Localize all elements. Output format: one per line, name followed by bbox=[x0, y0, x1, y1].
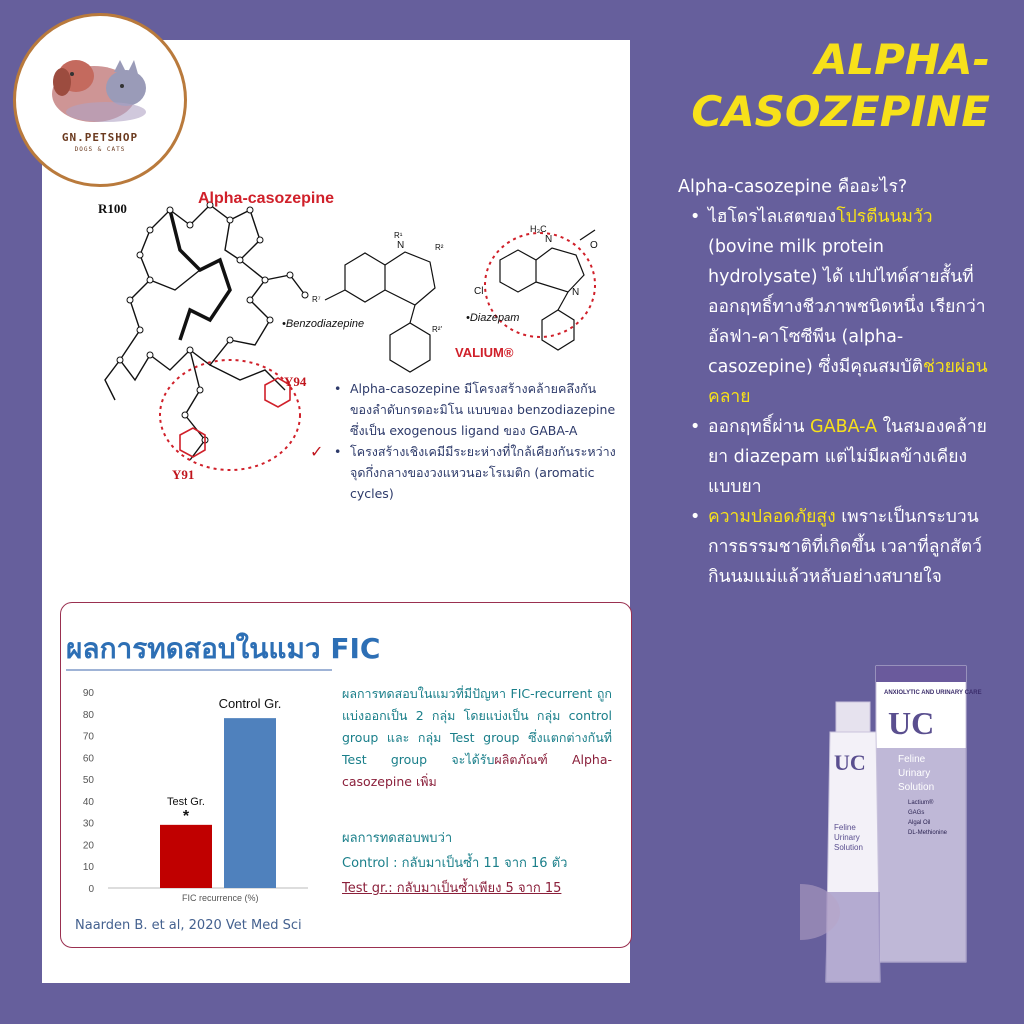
label-r100: R100 bbox=[98, 201, 127, 216]
bar bbox=[160, 825, 212, 888]
svg-text:R²': R²' bbox=[432, 325, 442, 334]
note-item: • โครงสร้างเชิงเคมีมีระยะห่างที่ใกล้เคียงกันระหว่างจุดกึ่งกลางของวงแหวนอะโรเมติก (aromatic cycles) bbox=[328, 441, 618, 504]
fic-desc-a: ผลการทดสอบในแมวที่มีปัญหา FIC-recurrent ถูกแบ่งออกเป็น 2 กลุ่ม โดยแบ่งเป็น กลุ่ม control group และ กลุ่ม Test group ซึ่งแตกต่างกันที่ Test group จะได้รับ bbox=[342, 686, 612, 767]
product-ingredient: Algal Oil bbox=[908, 820, 931, 826]
result-control: Control : กลับมาเป็นซ้ำ 11 จาก 16 ตัว bbox=[342, 856, 568, 871]
svg-text:R¹: R¹ bbox=[394, 231, 403, 240]
svg-text:R²: R² bbox=[435, 243, 444, 252]
svg-text:UC: UC bbox=[834, 750, 866, 775]
product-image bbox=[800, 662, 1000, 992]
product-box-brand: UC bbox=[888, 705, 935, 741]
y-tick-label: 90 bbox=[82, 688, 94, 699]
label-benzodiazepine: •Benzodiazepine bbox=[282, 318, 365, 330]
bullet-item: • ออกฤทธิ์ผ่าน GABA-A ในสมองคล้ายยา diazepam แต่ไม่มีผลข้างเคียงแบบยา bbox=[688, 412, 998, 502]
bar bbox=[224, 718, 276, 888]
molecule-title: Alpha-casozepine bbox=[198, 190, 335, 207]
significance-annotation: * bbox=[182, 807, 190, 825]
product-ingredient: Lactium® bbox=[908, 800, 934, 806]
fic-description bbox=[342, 683, 612, 793]
label-diazepam: •Diazepam bbox=[466, 312, 520, 324]
bar-label: Test Gr. bbox=[167, 795, 205, 808]
question-heading: Alpha-casozepine คืออะไร? bbox=[678, 177, 908, 197]
y-tick-label: 70 bbox=[82, 731, 94, 743]
logo-subtitle: DOGS & CATS bbox=[74, 146, 126, 153]
product-ingredient: DL-Methionine bbox=[908, 830, 948, 836]
svg-text:Urinary: Urinary bbox=[834, 833, 860, 842]
molecule-notes bbox=[328, 378, 618, 504]
svg-text:N: N bbox=[397, 240, 405, 251]
svg-text:N: N bbox=[545, 234, 553, 245]
label-y94: Y94 bbox=[284, 374, 307, 389]
y-tick-label: 50 bbox=[82, 775, 94, 787]
title-underline bbox=[66, 669, 332, 671]
pets-illustration-icon bbox=[16, 16, 187, 187]
svg-text:Feline: Feline bbox=[834, 823, 856, 832]
y-tick-label: 30 bbox=[82, 818, 94, 830]
fic-results bbox=[342, 826, 632, 901]
svg-text:H₃C: H₃C bbox=[530, 224, 547, 234]
note-item: • Alpha-casozepine มีโครงสร้างคล้ายคลึงกันของลำดับกรดอะมิโน แบบของ benzodiazepine ซึ่งเป็น exogenous ligand ของ GABA-A bbox=[328, 378, 618, 441]
fic-title: ผลการทดสอบในแมว FIC bbox=[66, 632, 381, 665]
bar-label: Control Gr. bbox=[218, 696, 282, 712]
y-tick-label: 0 bbox=[88, 884, 94, 895]
svg-text:N: N bbox=[572, 287, 580, 298]
shop-logo bbox=[13, 13, 187, 187]
description-block bbox=[678, 172, 998, 592]
y-tick-label: 20 bbox=[82, 840, 94, 852]
product-box-title: ANXIOLYTIC AND URINARY CARE bbox=[884, 690, 982, 696]
y-tick-label: 80 bbox=[82, 709, 94, 721]
svg-text:R⁷: R⁷ bbox=[312, 295, 321, 304]
y-tick-label: 60 bbox=[82, 753, 94, 765]
logo-name: GN.PETSHOP bbox=[61, 131, 139, 144]
page-title bbox=[690, 34, 990, 138]
result-test: Test gr.: กลับมาเป็นซ้ำเพียง 5 จาก 15 bbox=[342, 881, 562, 896]
y-tick-label: 10 bbox=[82, 862, 94, 874]
label-valium: VALIUM® bbox=[455, 345, 514, 360]
recurrence-chart bbox=[70, 680, 320, 895]
result-title: ผลการทดสอบพบว่า bbox=[342, 831, 453, 846]
title-line-2: CASOZEPINE bbox=[691, 87, 990, 136]
y-tick-label: 40 bbox=[82, 796, 94, 808]
label-y91: Y91 bbox=[172, 467, 195, 482]
svg-text:O: O bbox=[590, 240, 598, 251]
citation: Naarden B. et al, 2020 Vet Med Sci bbox=[75, 918, 302, 933]
bullet-item: • ไฮโดรไลเสตของโปรตีนนมวัว (bovine milk protein hydrolysate) ได้ เปปไทด์สายสั้นที่ออกฤทธิ์ทางชีวภาพชนิดหนึ่ง เรียกว่า อัลฟา-คาโซซีพีน (alpha-casozepine) ซึ่งมีคุณสมบัติช่วยผ่อนคลาย bbox=[688, 202, 998, 412]
fic-desc-b: ผลิตภัณฑ์ Alpha-casozepine เพิ่ม bbox=[342, 752, 612, 789]
svg-text:Cl: Cl bbox=[474, 286, 484, 297]
svg-text:Urinary: Urinary bbox=[898, 768, 931, 779]
svg-text:Feline: Feline bbox=[898, 754, 926, 765]
check-icon: ✓ bbox=[310, 442, 324, 461]
bullet-item: • ความปลอดภัยสูง เพราะเป็นกระบวนการธรรมชาติที่เกิดขึ้น เวลาที่ลูกสัตว์กินนมแม่แล้วหลับอย่างสบายใจ bbox=[688, 502, 998, 592]
svg-text:Solution: Solution bbox=[898, 782, 935, 793]
title-line-1: ALPHA- bbox=[814, 35, 990, 84]
chart-xlabel: FIC recurrence (%) bbox=[182, 893, 259, 903]
product-ingredient: GAGs bbox=[908, 810, 925, 816]
svg-text:Solution: Solution bbox=[834, 843, 863, 852]
bullet-list bbox=[688, 202, 998, 592]
